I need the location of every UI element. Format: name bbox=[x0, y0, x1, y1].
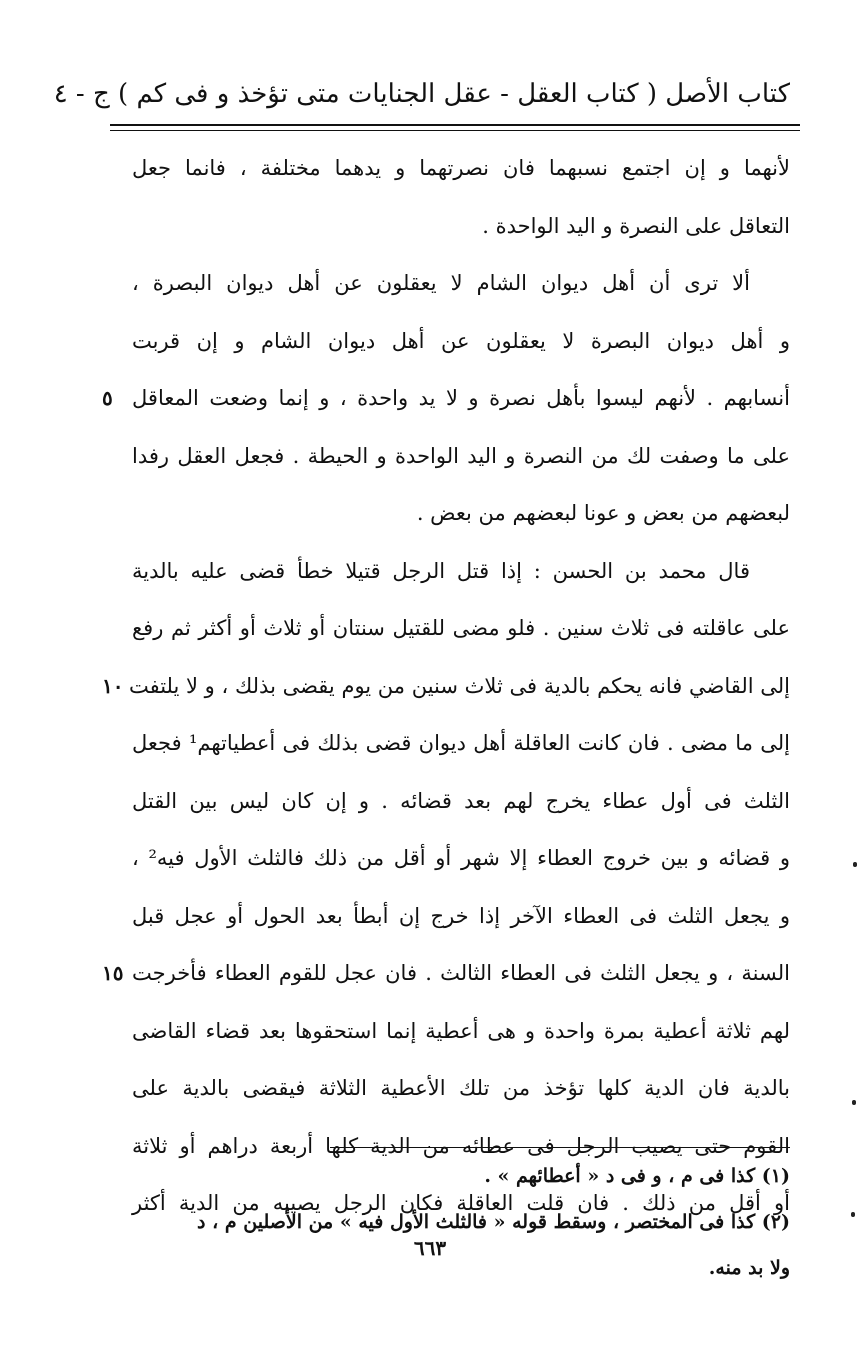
text-line: القوم حتى يصيب الرجل فى عطائه من الدية كلها أربعة دراهم أو ثلاثة bbox=[132, 1133, 790, 1158]
footnote: (٢) كذا فى المختصر ، وسقط قوله « فالثلث الأول فيه » من الأصلين م ، د bbox=[197, 1211, 790, 1233]
text-line: التعاقل على النصرة و اليد الواحدة . bbox=[482, 213, 790, 238]
text-line: أنسابهم . لأنهم ليسوا بأهل نصرة و لا يد واحدة ، و إنما وضعت المعاقل bbox=[132, 386, 790, 410]
text-line: و أهل ديوان البصرة لا يعقلون عن أهل ديوان الشام و إن قربت bbox=[132, 328, 790, 353]
running-header: كتاب الأصل ( كتاب العقل - عقل الجنايات متى تؤخذ و فى كم ) ج - ٤ bbox=[53, 79, 790, 109]
line-number: ٥ bbox=[102, 386, 113, 410]
header-rule-thick bbox=[110, 124, 800, 126]
text-line: إلى ما مضى . فان كانت العاقلة أهل ديوان قضى بذلك فى أعطياتهم¹ فجعل bbox=[132, 731, 790, 755]
scan-speck bbox=[853, 862, 857, 867]
footnote-rule bbox=[330, 1147, 790, 1148]
text-line: أو أقل من ذلك . فان قلت العاقلة فكان الرجل يصيبه من الدية أكثر bbox=[132, 1191, 790, 1215]
text-line: و قضائه و بين خروج العطاء إلا شهر أو أقل من ذلك فالثلث الأول فيه² ، bbox=[132, 846, 791, 870]
line-number: ١٠ bbox=[102, 673, 124, 698]
page-number: ٦٦٣ bbox=[413, 1236, 447, 1260]
text-line: على عاقلته فى ثلاث سنين . فلو مضى للقتيل سنتان أو ثلاث أو أكثر ثم رفع bbox=[132, 616, 790, 640]
text-line: الثلث فى أول عطاء يخرج لهم بعد قضائه . و إن كان ليس بين القتل bbox=[132, 788, 790, 813]
text-line: بالدية فان الدية كلها تؤخذ من تلك الأعطية الثلاثة فيقضى بالدية على bbox=[132, 1076, 790, 1100]
footnotes bbox=[120, 1153, 790, 1291]
text-line: لبعضهم من بعض و عونا لبعضهم من بعض . bbox=[416, 501, 790, 525]
text-line: السنة ، و يجعل الثلث فى العطاء الثالث . فان عجل للقوم العطاء فأخرجت bbox=[132, 961, 790, 985]
text-line: إلى القاضي فانه يحكم بالدية فى ثلاث سنين من يوم يقضى بذلك ، و لا يلتفت bbox=[128, 673, 790, 698]
text-line: لهم ثلاثة أعطية بمرة واحدة و هى أعطية إنما استحقوها بعد قضاء القاضى bbox=[132, 1018, 790, 1043]
scan-speck bbox=[851, 1212, 855, 1217]
main-text bbox=[128, 140, 791, 1233]
text-line: قال محمد بن الحسن : إذا قتل الرجل قتيلا خطأ قضى عليه بالدية bbox=[132, 558, 750, 583]
footnote: (١) كذا فى م ، و فى د « أعطائهم » . bbox=[484, 1165, 790, 1187]
footnote: ولا بد منه. bbox=[708, 1257, 790, 1279]
text-line: و يجعل الثلث فى العطاء الآخر إذا خرج إن أبطأ بعد الحول أو عجل قبل bbox=[132, 903, 790, 928]
scan-speck bbox=[852, 1100, 856, 1105]
text-line: على ما وصفت لك من النصرة و اليد الواحدة و الحيطة . فجعل العقل رفدا bbox=[132, 443, 790, 468]
header-rule-thin bbox=[110, 130, 800, 131]
text-line: ألا ترى أن أهل ديوان الشام لا يعقلون عن أهل ديوان البصرة ، bbox=[132, 271, 750, 295]
text-line: لأنهما و إن اجتمع نسبهما فان نصرتهما و يدهما مختلفة ، فانما جعل bbox=[132, 156, 790, 180]
line-number: ١٥ bbox=[102, 961, 124, 985]
